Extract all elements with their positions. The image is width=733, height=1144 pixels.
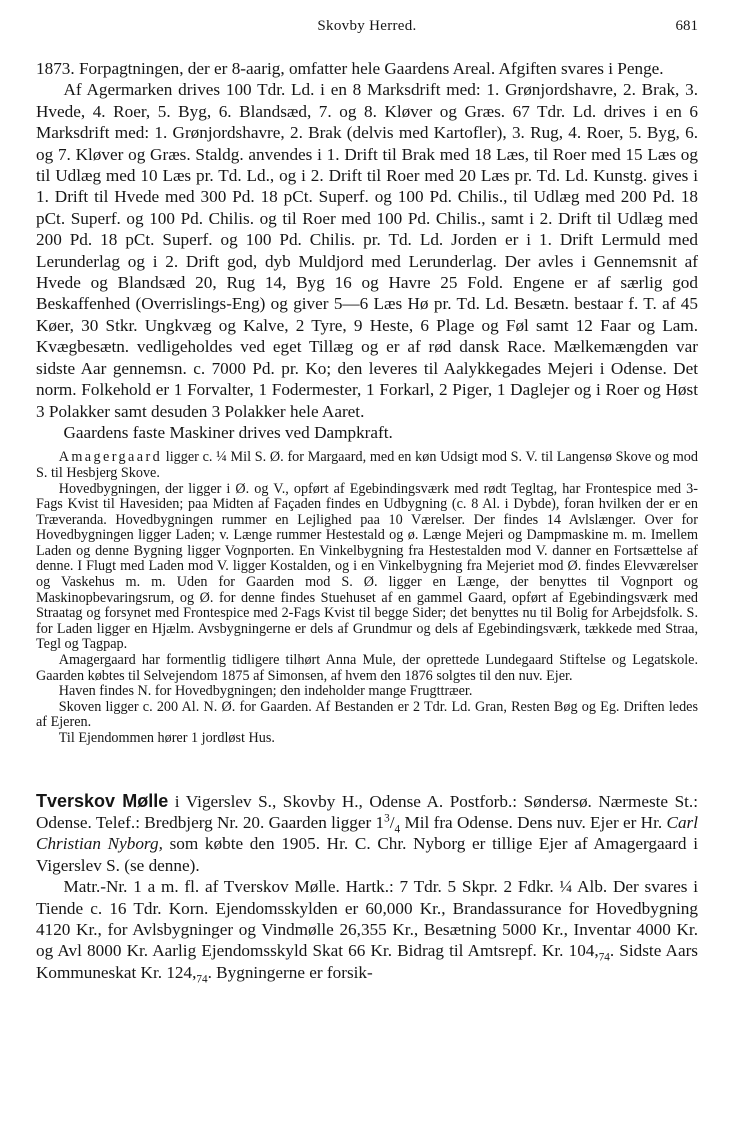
book-page <box>36 0 699 986</box>
paragraph-farming: Af Agermarken drives 100 Tdr. Ld. i en 8 Marksdrift med: 1. Grønjordshavre, 2. Brak, 3. Hvede, 4. Roer, 5. Byg, 6. Blandsæd, 7. og 8. Kløver og Græs. 67 Tdr. Ld. drives i en 6 Marksdrift med: 1. Grønjordshavre, 2. Brak (delvis med Kartofler), 3. Rug, 4. Roer, 5. Byg, 6. og 7. Kløver og Græs. Staldg. anvendes i 1. Drift til Brak med 18 Læs, til Roer med 15 Læs og til Udlæg med 10 Læs pr. Td. Ld., og i 2. Drift til Roer med 20 Læs pr. Td. Ld. Kunstg. gives i 1. Drift til Hvede med 300 Pd. 18 pCt. Superf. og 100 Pd. Chilis., til Udlæg med 200 Pd. 18 pCt. Superf. og 100 Pd. Chilis. og til Roer med 100 Pd. Chilis., samt i 2. Drift til Udlæg med 200 Pd. 18 pCt. Superf. og 100 Pd. Chilis. pr. Td. Ld. Jorden er i 1. Drift Lermuld med Lerunderlag og i 2. Drift god, dyb Muldjord med Lerunderlag. Der avles i Gennemsnit af Hvede og Blandsæd 20, Rug 14, Byg 16 og Havre 25 Fold. Engene er af særlig god Beskaffenhed (Overrislings-Eng) og giver 5—6 Læs Hø pr. Td. Ld. Besætn. bestaar f. T. af 45 Køer, 30 Stkr. Ungkvæg og Kalve, 2 Tyre, 9 Heste, 6 Plage og Føl samt 12 Faar og Lam. Kvægbesætn. vedligeholdes ved eget Tillæg og er af rød dansk Race. Mælkemængden var sidste Aar gennemsn. c. 7000 Pd. pr. Ko; den leveres til Aalykkegades Mejeri i Odense. Det norm. Folkehold er 1 Forvalter, 1 Fodermester, 1 Forkarl, 2 Piger, 1 Daglejer og i Roer og Høst 3 Polakker samt desuden 3 Polakker hele Aaret. <box>36 80 698 421</box>
text-run: Mil S. Ø. for Margaard, med en køn Udsigt mod S. V. til Langensø Skove og mod S. til Hesbjerg Skove. <box>36 449 698 481</box>
paragraph-property: Til Ejendommen hører 1 jordløst Hus. <box>58 730 275 746</box>
paragraph-history: Amagergaard har formentlig tidligere tilhørt Anna Mule, der oprettede Lundegaard Stiftelse og Legatskole. Gaarden købtes til Selvejendom 1875 af Simonsen, af hvem den 1876 solgtes til den nuv. Ejer. <box>36 652 698 684</box>
section-continuation <box>36 58 698 443</box>
fraction-numerator: 3 <box>384 812 390 825</box>
entry-title: Tverskov Mølle <box>36 790 169 811</box>
paragraph-lease: 1873. Forpagtningen, der er 8-aarig, omfatter hele Gaardens Areal. Afgiften svares i Penge. <box>36 59 664 78</box>
text-run: ligger c. <box>162 449 217 466</box>
text-run: i Vigerslev S., Skovby H., Odense A. Postforb.: Søndersø. Nærmeste St.: Odense. Telef.: Bredbjerg Nr. 20. Gaarden ligger 1 <box>36 791 698 832</box>
owner-name: Carl Christian Nyborg, <box>36 813 699 854</box>
text-run: Matr.-Nr. 1 a m. fl. af Tverskov Mølle. Hartk.: 7 Tdr. 5 Skpr. 2 Fdkr. <box>63 877 560 897</box>
subscript-ore: 74 <box>196 973 208 986</box>
estate-name: Amagergaard <box>58 449 163 466</box>
text-run: som købte den 1905. Hr. C. Chr. Nyborg er tillige Ejer af Amagergaard i Vigerslev S. (se denne). <box>36 834 698 875</box>
text-run: . Bygningerne er forsik- <box>207 962 373 982</box>
page-header <box>36 0 698 58</box>
page-number: 681 <box>675 18 698 34</box>
paragraph-machinery: Gaardens faste Maskiner drives ved Dampkraft. <box>63 422 393 442</box>
section-amagergaard <box>36 450 698 746</box>
paragraph-garden: Haven findes N. for Hovedbygningen; den indeholder mange Frugttræer. <box>58 683 473 700</box>
fraction-denominator: 4 <box>394 823 401 836</box>
fraction: ¼ <box>559 877 573 897</box>
paragraph-buildings: Hovedbygningen, der ligger i Ø. og V., opført af Egebindingsværk med rødt Tegltag, har Frontespice med 3-Fags Kvist til Havesiden; paa Midten af Façaden findes en Udbygning (c. 8 Al. i Dybde), foran hvilken der er en Træveranda. Hovedbygningen rummer en Lejlighed paa 10 Værelser. Der findes 14 Avlslænger. Over for Hovedbygningen ligger Laden; v. Længe rummer Hestestald og ø. Længe Mejeri og Dampmaskine m. m. Imellem Laden og denne Bygning ligger Vognporten. En Vinkelbygning fra Hestestalden mod V. danner en Fortsættelse af denne. I Flugt med Laden mod V. ligger Kostalden, og i en Vinkelbygning fra Mejeriet mod Ø. findes Elevværelser og Vaskehus m. m. Uden for Gaarden mod S. Ø. ligger en Længe, der benyttes til Vognport og Maskinopbevaringsrum, og Ø. for denne findes Stuehuset af en gammel Gaard, opført af Egebindingsværk med Straatag og forsynet med Frontespice med 2-Fags Kvist til begge Sider; det benyttes nu til Bolig for Arbejdsfolk. S. for Laden ligger en Hjælm. Avsbygningerne er dels af Grundmur og dels af Egebindingsværk, tækkede med Straa, Tegl og Tagpap. <box>36 480 698 653</box>
subscript-ore: 74 <box>598 951 610 964</box>
paragraph-location <box>36 450 698 481</box>
text-run: Alb. Der svares i Tiende c. 16 Tdr. Korn. Ejendomsskylden er 60,000 Kr., Brandassurance for Hovedbygning 4120 Kr., for Avlsbygninger og Vindmølle 26,355 Kr., Besætning 5000 Kr., Inventar 4000 Kr. og Avl 8000 Kr. Aarlig Ejendomsskyld Skat 66 Kr. Bidrag til Amtsrepf. Kr. 104, <box>36 877 698 961</box>
paragraph-intro: Tverskov Mølle i Vigerslev S., Skovby H., Odense A. Postforb.: Søndersø. Nærmeste St.: Odense. Telef.: Bredbjerg Nr. 20. Gaarden ligger $1^3/_4$ Mil fra Odense. Dens nuv. Ejer er Hr. Carl Christian Nyborg, som købte den 1905. Hr. C. Chr. Nyborg er tillige Ejer af Amagergaard i Vigerslev S. (se denne). <box>36 790 699 875</box>
text-run: . Sidste Aars Kommuneskat Kr. 124, <box>36 941 698 982</box>
fraction: ¼ <box>216 449 227 466</box>
paragraph-forest: Skoven ligger c. 200 Al. N. Ø. for Gaarden. Af Bestanden er 2 Tdr. Ld. Gran, Resten Bøg og Eg. Driften ledes af Ejeren. <box>36 698 698 731</box>
text-run: Mil fra Odense. Dens nuv. Ejer er Hr. <box>400 813 667 832</box>
paragraph-valuation <box>36 876 698 986</box>
section-tverskov-molle <box>36 791 698 984</box>
running-head: Skovby Herred. <box>317 18 417 34</box>
